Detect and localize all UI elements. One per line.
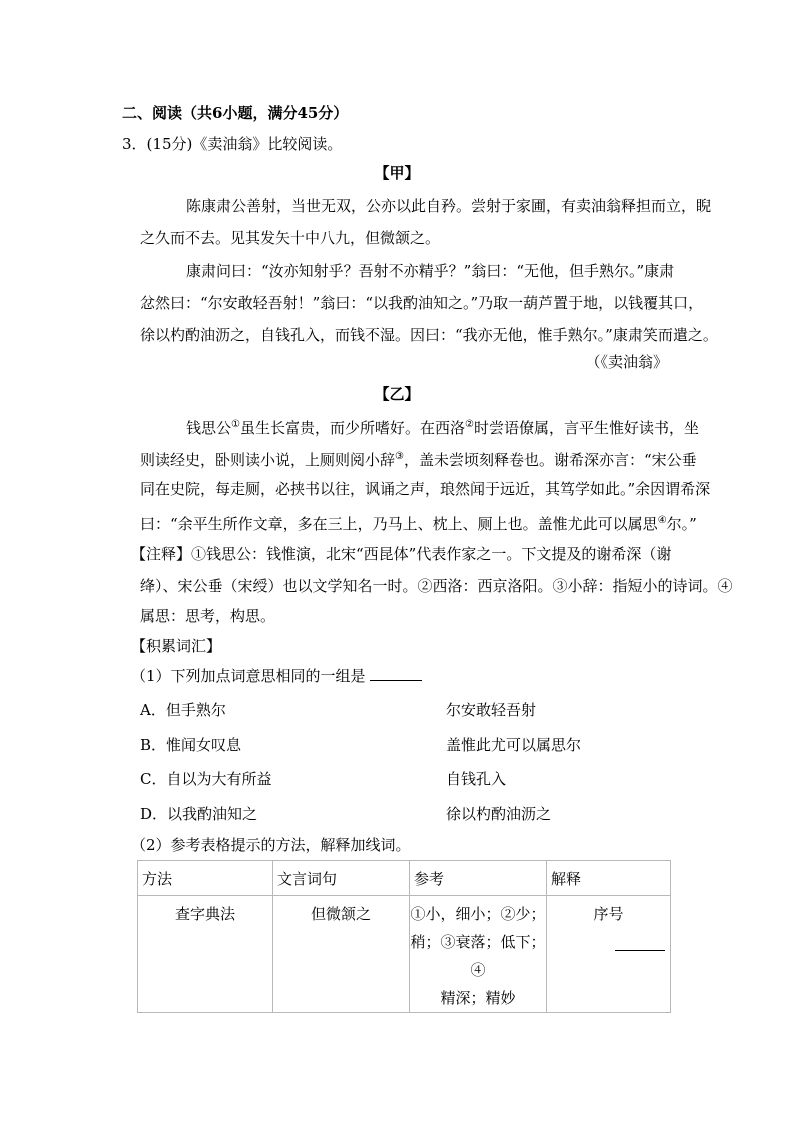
question-intro: 3．(15分)《卖油翁》比较阅读。 <box>122 135 343 153</box>
reference-table <box>137 860 671 1013</box>
passage-jia-line: 忿然曰：“尔安敢轻吾射！”翁曰：“以我酌油知之。”乃取一葫芦置于地，以钱覆其口， <box>140 294 704 312</box>
notes-line: 属思：思考，构思。 <box>140 607 276 625</box>
passage-yi-line: 同在史院，每走厕，必挟书以往，讽诵之声，琅然闻于远近，其笃学如此。”余因谓希深 <box>140 480 711 498</box>
note-marker: ④ <box>657 515 667 526</box>
q1-prompt: （1）下列加点词意思相同的一组是 <box>131 666 422 686</box>
passage-yi-heading: 【乙】 <box>374 385 420 403</box>
table-header: 方法 <box>138 861 273 896</box>
passage-yi-line: 则读经史，卧则读小说，上厕则阅小辞③，盖未尝顷刻释卷也。谢希深亦言：“宋公垂 <box>140 451 697 469</box>
passage-jia-line: 陈康肃公善射，当世无双，公亦以此自矜。尝射于家圃，有卖油翁释担而立，睨 <box>186 197 712 215</box>
answer-blank[interactable] <box>615 942 665 951</box>
table-cell-method: 查字典法 <box>138 896 273 1013</box>
passage-jia-source: （《卖油翁》 <box>585 353 668 371</box>
note-marker: ① <box>231 419 240 430</box>
table-cell-reference: ①小，细小；②少； 稍；③衰落；低下；④ 精深；精妙 <box>410 896 547 1013</box>
passage-jia-line: 康肃问曰：“汝亦知射乎？吾射不亦精乎？”翁曰：“无他，但手熟尔。”康肃 <box>186 262 675 280</box>
table-cell-phrase: 但微颔之 <box>273 896 410 1013</box>
choice-row[interactable]: C．自以为大有所益 自钱孔入 <box>140 770 507 788</box>
table-header: 解释 <box>547 861 671 896</box>
passage-yi-line: 钱思公①虽生长富贵，而少所嗜好。在西洛②时尝语僚属，言平生惟好读书，坐 <box>186 419 699 437</box>
section-title: 二、阅读（共6小题，满分45分） <box>122 104 349 122</box>
notes-line: 绛）、宋公垂（宋绶）也以文学知名一时。②西洛：西京洛阳。③小辞：指短小的诗词。④ <box>140 577 733 595</box>
passage-jia-heading: 【甲】 <box>374 164 420 182</box>
vocab-heading: 【积累词汇】 <box>131 637 222 655</box>
table-cell-answer: 序号 <box>547 896 671 1013</box>
passage-yi-line: 曰：“余平生所作文章，多在三上，乃马上、枕上、厕上也。盖惟尤此可以属思④尔。” <box>140 515 697 533</box>
note-marker: ② <box>465 419 474 430</box>
table-header: 参考 <box>410 861 547 896</box>
q2-prompt: （2）参考表格提示的方法，解释加线词。 <box>131 836 411 854</box>
notes-line: 【注释】①钱思公：钱惟演，北宋“西昆体”代表作家之一。下文提及的谢希深（谢 <box>131 545 672 563</box>
passage-jia-line: 之久而不去。见其发矢十中八九，但微颔之。 <box>140 229 441 247</box>
answer-blank[interactable] <box>370 666 422 681</box>
table-header: 文言词句 <box>273 861 410 896</box>
choice-row[interactable]: D．以我酌油知之 徐以杓酌油沥之 <box>140 805 552 823</box>
choice-row[interactable]: A．但手熟尔 尔安敢轻吾射 <box>140 701 537 719</box>
choice-row[interactable]: B．惟闻女叹息 盖惟此尤可以属思尔 <box>140 736 582 754</box>
passage-jia-line: 徐以杓酌油沥之，自钱孔入，而钱不湿。因曰：“我亦无他，惟手熟尔。”康肃笑而遣之。 <box>140 326 718 344</box>
note-marker: ③ <box>395 451 404 462</box>
